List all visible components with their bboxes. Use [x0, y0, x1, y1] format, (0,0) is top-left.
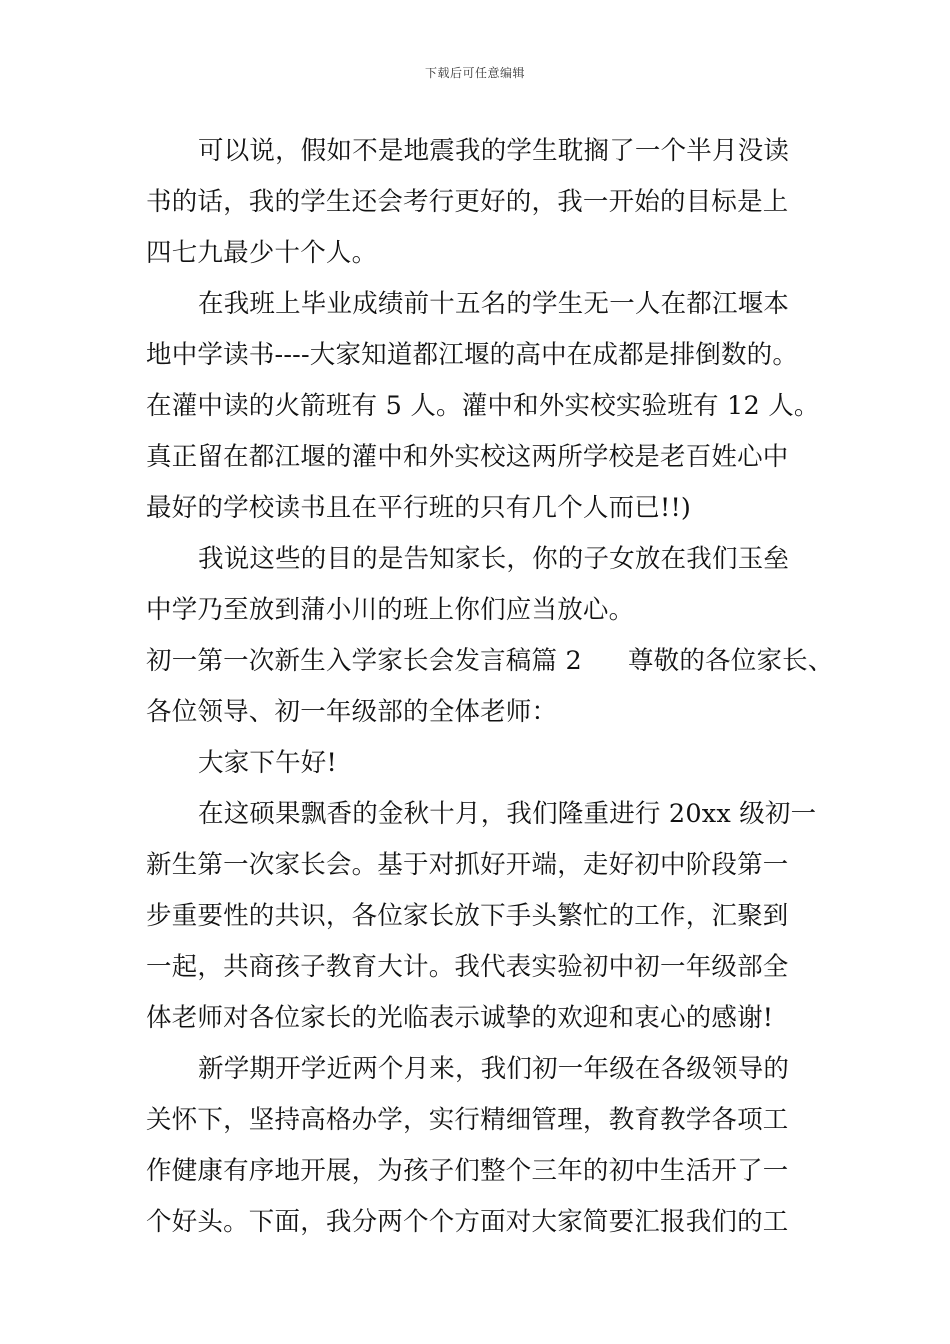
line-text: 步重要性的共识，各位家长放下手头繁忙的工作，汇聚到	[146, 901, 789, 931]
text-line	[146, 840, 814, 891]
text-line	[146, 330, 814, 381]
line-text: 我说这些的目的是告知家长，你的子女放在我们玉垒	[198, 544, 790, 574]
line-text: 最好的学校读书且在平行班的只有几个人而已!!)	[146, 493, 692, 523]
text-line	[146, 1146, 814, 1197]
text-line	[146, 942, 814, 993]
line-text: 新生第一次家长会。基于对抓好开端，走好初中阶段第一	[146, 850, 789, 880]
text-line	[146, 585, 814, 636]
section-title: 初一第一次新生入学家长会发言稿篇 2	[146, 646, 582, 676]
text-line	[146, 993, 814, 1044]
line-text: 作健康有序地开展，为孩子们整个三年的初中生活开了一	[146, 1156, 789, 1186]
text-line	[146, 177, 814, 228]
line-text: 可以说，假如不是地震我的学生耽搁了一个半月没读	[198, 136, 790, 166]
greeting-line	[146, 738, 814, 789]
line-text: 在这硕果飘香的金秋十月，我们隆重进行 20xx 级初一	[198, 799, 817, 829]
text-line	[146, 789, 817, 840]
text-line	[146, 279, 814, 330]
line-text: 个好头。下面，我分两个个方面对大家简要汇报我们的工	[146, 1207, 789, 1237]
line-text: 在灌中读的火箭班有 5 人。灌中和外实校实验班有 12 人。	[146, 391, 820, 421]
line-text: 在我班上毕业成绩前十五名的学生无一人在都江堰本	[198, 289, 790, 319]
text-line	[146, 483, 814, 534]
text-line	[146, 381, 820, 432]
text-line	[146, 1197, 814, 1248]
text-line	[146, 432, 814, 483]
line-text: 中学乃至放到蒲小川的班上你们应当放心。	[146, 595, 635, 625]
line-text: 一起，共商孩子教育大计。我代表实验初中初一年级部全	[146, 952, 789, 982]
text-line	[146, 1044, 814, 1095]
page-header: 下载后可任意编辑	[424, 66, 525, 80]
text-line	[146, 891, 814, 942]
salutation-start: 尊敬的各位家长、	[627, 646, 834, 676]
line-text: 真正留在都江堰的灌中和外实校这两所学校是老百姓心中	[146, 442, 789, 472]
line-text: 体老师对各位家长的光临表示诚挚的欢迎和衷心的感谢!	[146, 1003, 774, 1033]
text-line	[146, 534, 814, 585]
line-text: 地中学读书----大家知道都江堰的高中在成都是排倒数的。	[146, 340, 799, 370]
greeting-text: 大家下午好!	[198, 748, 337, 778]
section-title-line	[146, 636, 834, 687]
line-text: 新学期开学近两个月来，我们初一年级在各级领导的	[198, 1054, 790, 1084]
text-line	[146, 126, 814, 177]
line-text: 各位领导、初一年级部的全体老师：	[146, 697, 558, 727]
text-line	[146, 228, 814, 279]
text-line	[146, 1095, 814, 1146]
text-line	[146, 687, 814, 738]
line-text: 书的话，我的学生还会考行更好的，我一开始的目标是上	[146, 187, 789, 217]
line-text: 关怀下，坚持高格办学，实行精细管理，教育教学各项工	[146, 1105, 789, 1135]
document-body	[146, 126, 834, 1248]
line-text: 四七九最少十个人。	[146, 238, 378, 268]
